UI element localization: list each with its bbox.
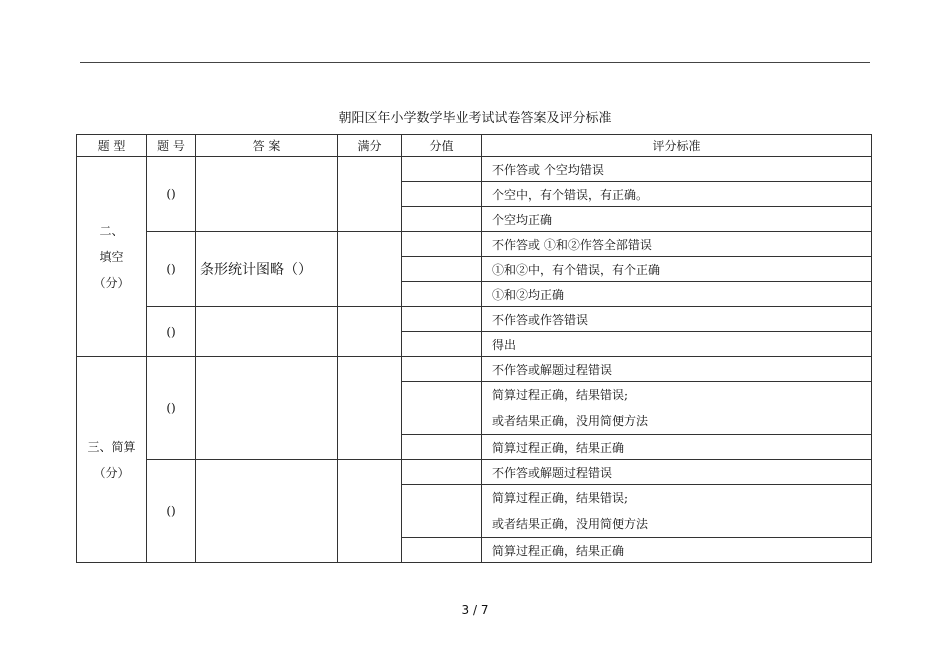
full-score-cell [338,357,402,460]
section-score: （分） [93,465,130,480]
standard-text: 不作答或解题过程错误 [482,357,872,382]
section-name: 三、简算 [87,439,136,454]
standard-text: 简算过程正确，结果正确 [482,538,872,563]
full-score-cell [338,157,402,232]
score-value-cell [402,182,482,207]
table-row [77,460,872,485]
document-title: 朝阳区年小学数学毕业考试试卷答案及评分标准 [338,111,612,126]
score-value-cell [402,232,482,257]
page-number: 3 / 7 [461,603,489,617]
table-row [77,157,872,182]
section-type-cell [77,157,147,357]
standard-text: 不作答或 个空均错误 [482,157,872,182]
question-number: () [147,157,196,232]
standard-text: 个空中，有个错误，有正确。 [482,182,872,207]
standard-text: 简算过程正确，结果正确 [482,435,872,460]
standard-line: 简算过程正确，结果错误; [492,388,629,402]
standard-line: 或者结果正确，没用简便方法 [492,517,649,531]
score-value-cell [402,332,482,357]
header-type: 题 型 [77,135,147,157]
score-value-cell [402,282,482,307]
question-number: () [147,357,196,460]
answer-cell [196,460,338,563]
answer-cell [196,307,338,357]
header-score-value: 分值 [402,135,482,157]
header-rule [80,62,870,63]
section-score: （分） [93,275,130,290]
score-value-cell [402,538,482,563]
score-value-cell [402,382,482,435]
header-full-score: 满分 [338,135,402,157]
answer-cell: 条形统计图略（） [196,232,338,307]
standard-text: 不作答或作答错误 [482,307,872,332]
score-value-cell [402,257,482,282]
full-score-cell [338,232,402,307]
question-number: () [147,232,196,307]
standard-line: 或者结果正确，没用简便方法 [492,414,649,428]
section-name: 填空 [99,249,124,264]
score-value-cell [402,357,482,382]
standard-text [482,382,872,435]
section-name: 二、 [99,223,124,238]
standard-text [482,485,872,538]
section-type-cell [77,357,147,563]
answer-cell [196,357,338,460]
question-number: () [147,307,196,357]
scoring-table [76,134,872,563]
header-answer: 答 案 [196,135,338,157]
standard-text: ①和②中，有个错误，有个正确 [482,257,872,282]
standard-text: 个空均正确 [482,207,872,232]
standard-line: 简算过程正确，结果错误; [492,491,629,505]
score-value-cell [402,435,482,460]
answer-cell [196,157,338,232]
header-standard: 评分标准 [482,135,872,157]
standard-text: 不作答或 ①和②作答全部错误 [482,232,872,257]
score-value-cell [402,485,482,538]
question-number: () [147,460,196,563]
score-value-cell [402,157,482,182]
score-value-cell [402,460,482,485]
standard-text: ①和②均正确 [482,282,872,307]
table-row [77,307,872,332]
score-value-cell [402,207,482,232]
standard-text: 得出 [482,332,872,357]
table-row [77,232,872,257]
score-value-cell [402,307,482,332]
table-row [77,357,872,382]
standard-text: 不作答或解题过程错误 [482,460,872,485]
table-header-row [77,135,872,157]
full-score-cell [338,307,402,357]
full-score-cell [338,460,402,563]
header-number: 题 号 [147,135,196,157]
